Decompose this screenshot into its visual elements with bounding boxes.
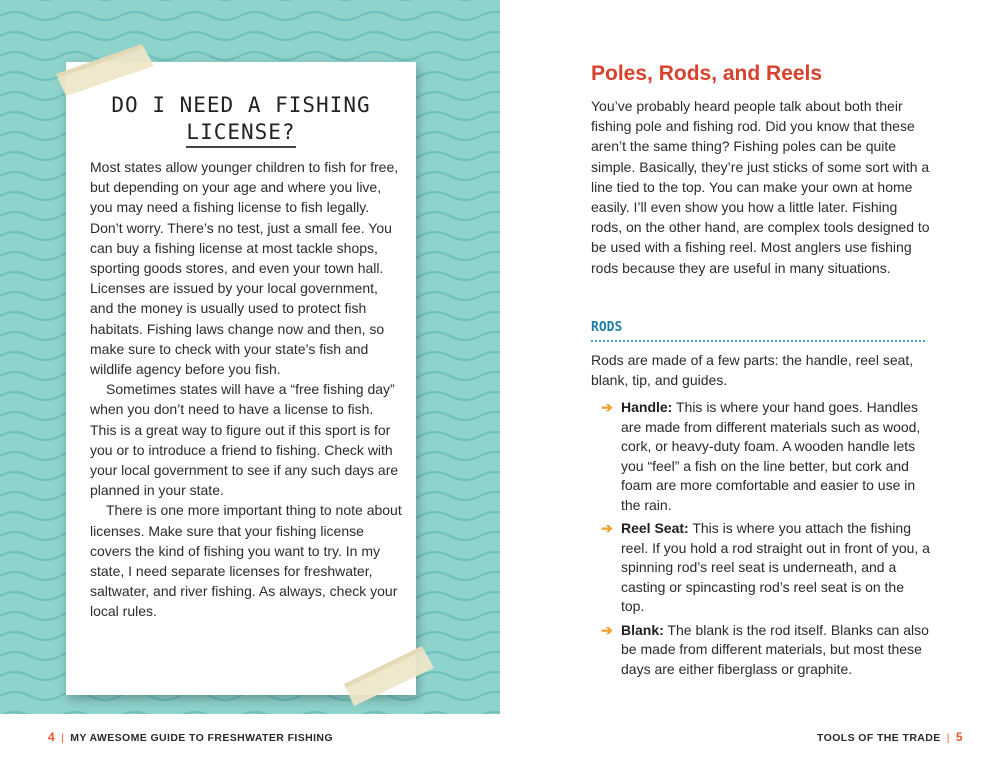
bullet-term: Blank: [621,621,664,638]
tape-bottom-right [340,640,440,710]
bullet-term: Reel Seat: [621,520,689,536]
sidebar-note-card [66,62,416,695]
right-folio: TOOLS OF THE TRADE | 5 [817,730,963,744]
list-item [601,398,931,515]
list-item [601,621,931,680]
left-folio: 4 | MY AWESOME GUIDE TO FRESHWATER FISHING [48,730,333,744]
rods-intro: Rods are made of a few parts: the handle, reel seat, blank, tip, and guides. [591,352,914,389]
box-paragraph-1: Most states allow younger children to fish for free, but depending on your age and where you live, you may need a fishing license to fish legally. Don’t worry. There’s no test, just a small fee. You can buy a fishing license at most tackle shops, sporting goods stores, and even your town hall. Licenses are issued by your local government, and the money is usually used to protect fish habitats. Fishing laws change now and then, so make sure to check with your state’s fish and wildlife agency before you fish. [90,159,399,378]
box-title [66,92,416,148]
box-title-line1: DO I NEED A FISHING [111,93,371,117]
tape-top-left [50,40,160,100]
box-paragraph-2: Sometimes states will have a “free fishing day” when you don’t need to have a license to fish. This is a great way to figure out if this sport is for you or to introduce a friend to fishing. Check with your local government to see if any such days are planned in your state. [90,381,399,499]
right-page [500,0,1000,773]
bullet-text: This is where your hand goes. Handles are made from different materials such as wood, cork, or heavy-duty foam. A wooden handle lets you “feel” a fish on the line better, but cork and foam are more comfortable and easier to use in the rain. [621,399,921,513]
box-paragraph-3: There is one more important thing to note about licenses. Make sure that your fishing license covers the kind of fishing you want to try. In my state, I need separate licenses for freshwater, saltwater, and river fishing. As always, check your local rules. [90,502,402,620]
bullet-text: This is where you attach the fishing reel. If you hold a rod straight out in front of you, a spinning rod’s reel seat is underneath, and a casting or spincasting rod’s reel seat is on the top. [621,520,930,614]
bullet-term: Handle: [621,399,673,415]
running-head-left: MY AWESOME GUIDE TO FRESHWATER FISHING [70,732,333,744]
running-head-right: TOOLS OF THE TRADE [817,732,941,744]
arrow-icon: ➔ [601,520,613,536]
list-item [601,519,931,617]
box-title-line2: LICENSE? [186,119,295,148]
rods-subheading: RODS [591,320,925,342]
arrow-icon: ➔ [601,621,613,638]
rod-parts-list [601,398,931,683]
section-heading: Poles, Rods, and Reels [591,62,823,85]
box-body [90,157,402,622]
intro-paragraph: You’ve probably heard people talk about both their fishing pole and fishing rod. Did you know that these aren’t the same thing? Fishing poles can be quite simple. Basically, they’re just sticks of some sort with a line tied to the top. You can make your own at home easily. I’ll even show you how a little later. Fishing rods, on the other hand, are complex tools designed to be used with a fishing reel. Most anglers use fishing rods because they are useful in many situations. [591,98,930,276]
page-number-left: 4 [48,730,56,744]
bullet-text: The blank is the rod itself. Blanks can also be made from different materials, but most these days are either fiberglass or graphite. [621,621,929,677]
arrow-icon: ➔ [601,399,613,415]
page-number-right: 5 [955,730,963,744]
